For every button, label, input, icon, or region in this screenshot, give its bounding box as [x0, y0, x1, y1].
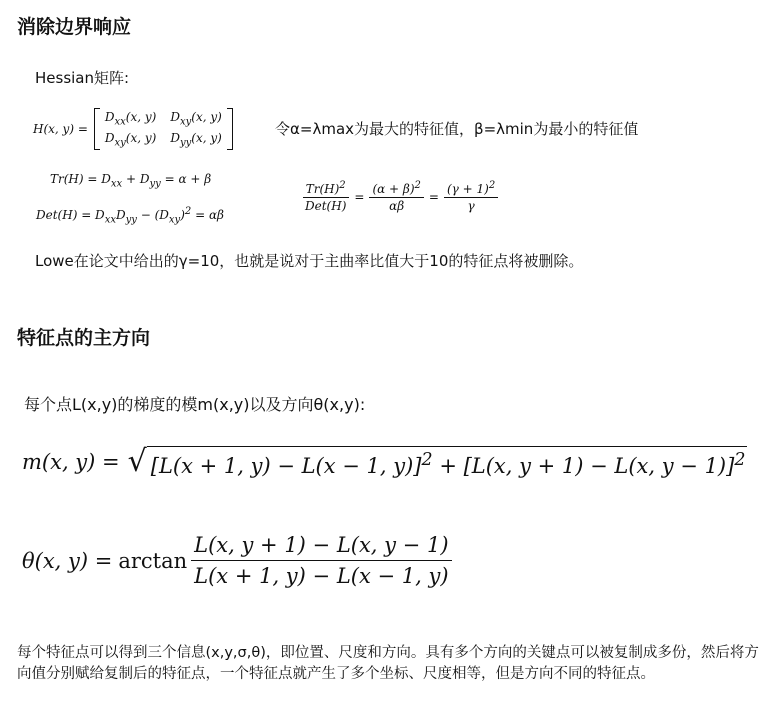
- ratio-numerator-2: $(\alpha + \beta)^2$: [369, 180, 423, 198]
- ratio-denominator-1: Det(H): [305, 199, 347, 213]
- gradient-note: 每个点L(x,y)的梯度的模m(x,y)以及方向θ(x,y):: [24, 395, 366, 414]
- section-heading-orientation: 特征点的主方向: [17, 327, 151, 349]
- sqrt-icon: √: [127, 444, 147, 479]
- eigenvalue-note: 令α=λmax为最大的特征值，β=λmin为最小的特征值: [275, 120, 639, 138]
- matrix-body: [100, 110, 227, 149]
- lowe-note: Lowe在论文中给出的γ=10，也就是说对于主曲率比值大于10的特征点将被删除。: [35, 252, 584, 270]
- theta-fraction: [191, 533, 451, 588]
- arctan-label: arctan: [118, 548, 188, 573]
- curvature-ratio-equation: $\frac{Tr(H)^2}{\text{Det(H)}}$ = $\frac{(\alpha + \beta)^2}{\alpha\beta}$ = $\frac{(\gamma + 1)^2}{\gamma}$: [302, 180, 498, 213]
- matrix-cell: $D_{xy}(x$, y): [104, 131, 157, 149]
- hessian-lhs: H(x, y) =: [33, 122, 88, 136]
- theta-lhs: θ(x, y) =: [22, 548, 113, 573]
- hessian-label: Hessian矩阵:: [35, 69, 130, 87]
- orientation-formula: [22, 533, 452, 588]
- matrix-cell: $D_{xx}(x$, y): [104, 109, 157, 127]
- ratio-numerator-3: $(\gamma + 1)^2$: [444, 180, 498, 198]
- ratio-fraction-2: [369, 180, 423, 213]
- trace-equation: $Tr(H) = D_{xx} + D_{yy} = \alpha + \beta$: [50, 172, 212, 190]
- determinant-equation: $Det(H) = D_{xx}D_{yy} - (D_{xy})^2 = \alpha\beta$: [36, 206, 224, 226]
- matrix-cell: $D_{yy}(x$, y): [170, 131, 222, 149]
- matrix-cell: $D_{xy}(x$, y): [170, 109, 222, 127]
- magnitude-radicand: [L(x + 1, y) − L(x − 1, y)]$^2$ + [L(x, y + 1) − L(x, y − 1)]$^2$: [147, 446, 748, 478]
- ratio-fraction-1: [302, 180, 349, 213]
- summary-paragraph: 每个特征点可以得到三个信息(x,y,σ,θ)，即位置、尺度和方向。具有多个方向的关键点可以被复制成多份，然后将方向值分别赋给复制后的特征点，一个特征点就产生了多个坐标、尺度相等，但是方向不同的特征点。: [17, 645, 759, 682]
- ratio-denominator-2: αβ: [389, 199, 405, 213]
- section-heading-edge-response: 消除边界响应: [17, 16, 132, 38]
- magnitude-lhs: m(x, y) =: [22, 450, 120, 474]
- theta-numerator: L(x, y + 1) − L(x, y − 1): [191, 533, 451, 561]
- ratio-denominator-3: γ: [467, 199, 475, 213]
- ratio-numerator-1: $Tr(H)^2$: [303, 180, 349, 198]
- theta-denominator: L(x + 1, y) − L(x − 1, y): [194, 564, 449, 588]
- matrix-right-bracket: [227, 108, 233, 150]
- ratio-fraction-3: [444, 180, 498, 213]
- magnitude-formula: [22, 446, 747, 478]
- hessian-matrix-equation: [33, 108, 233, 150]
